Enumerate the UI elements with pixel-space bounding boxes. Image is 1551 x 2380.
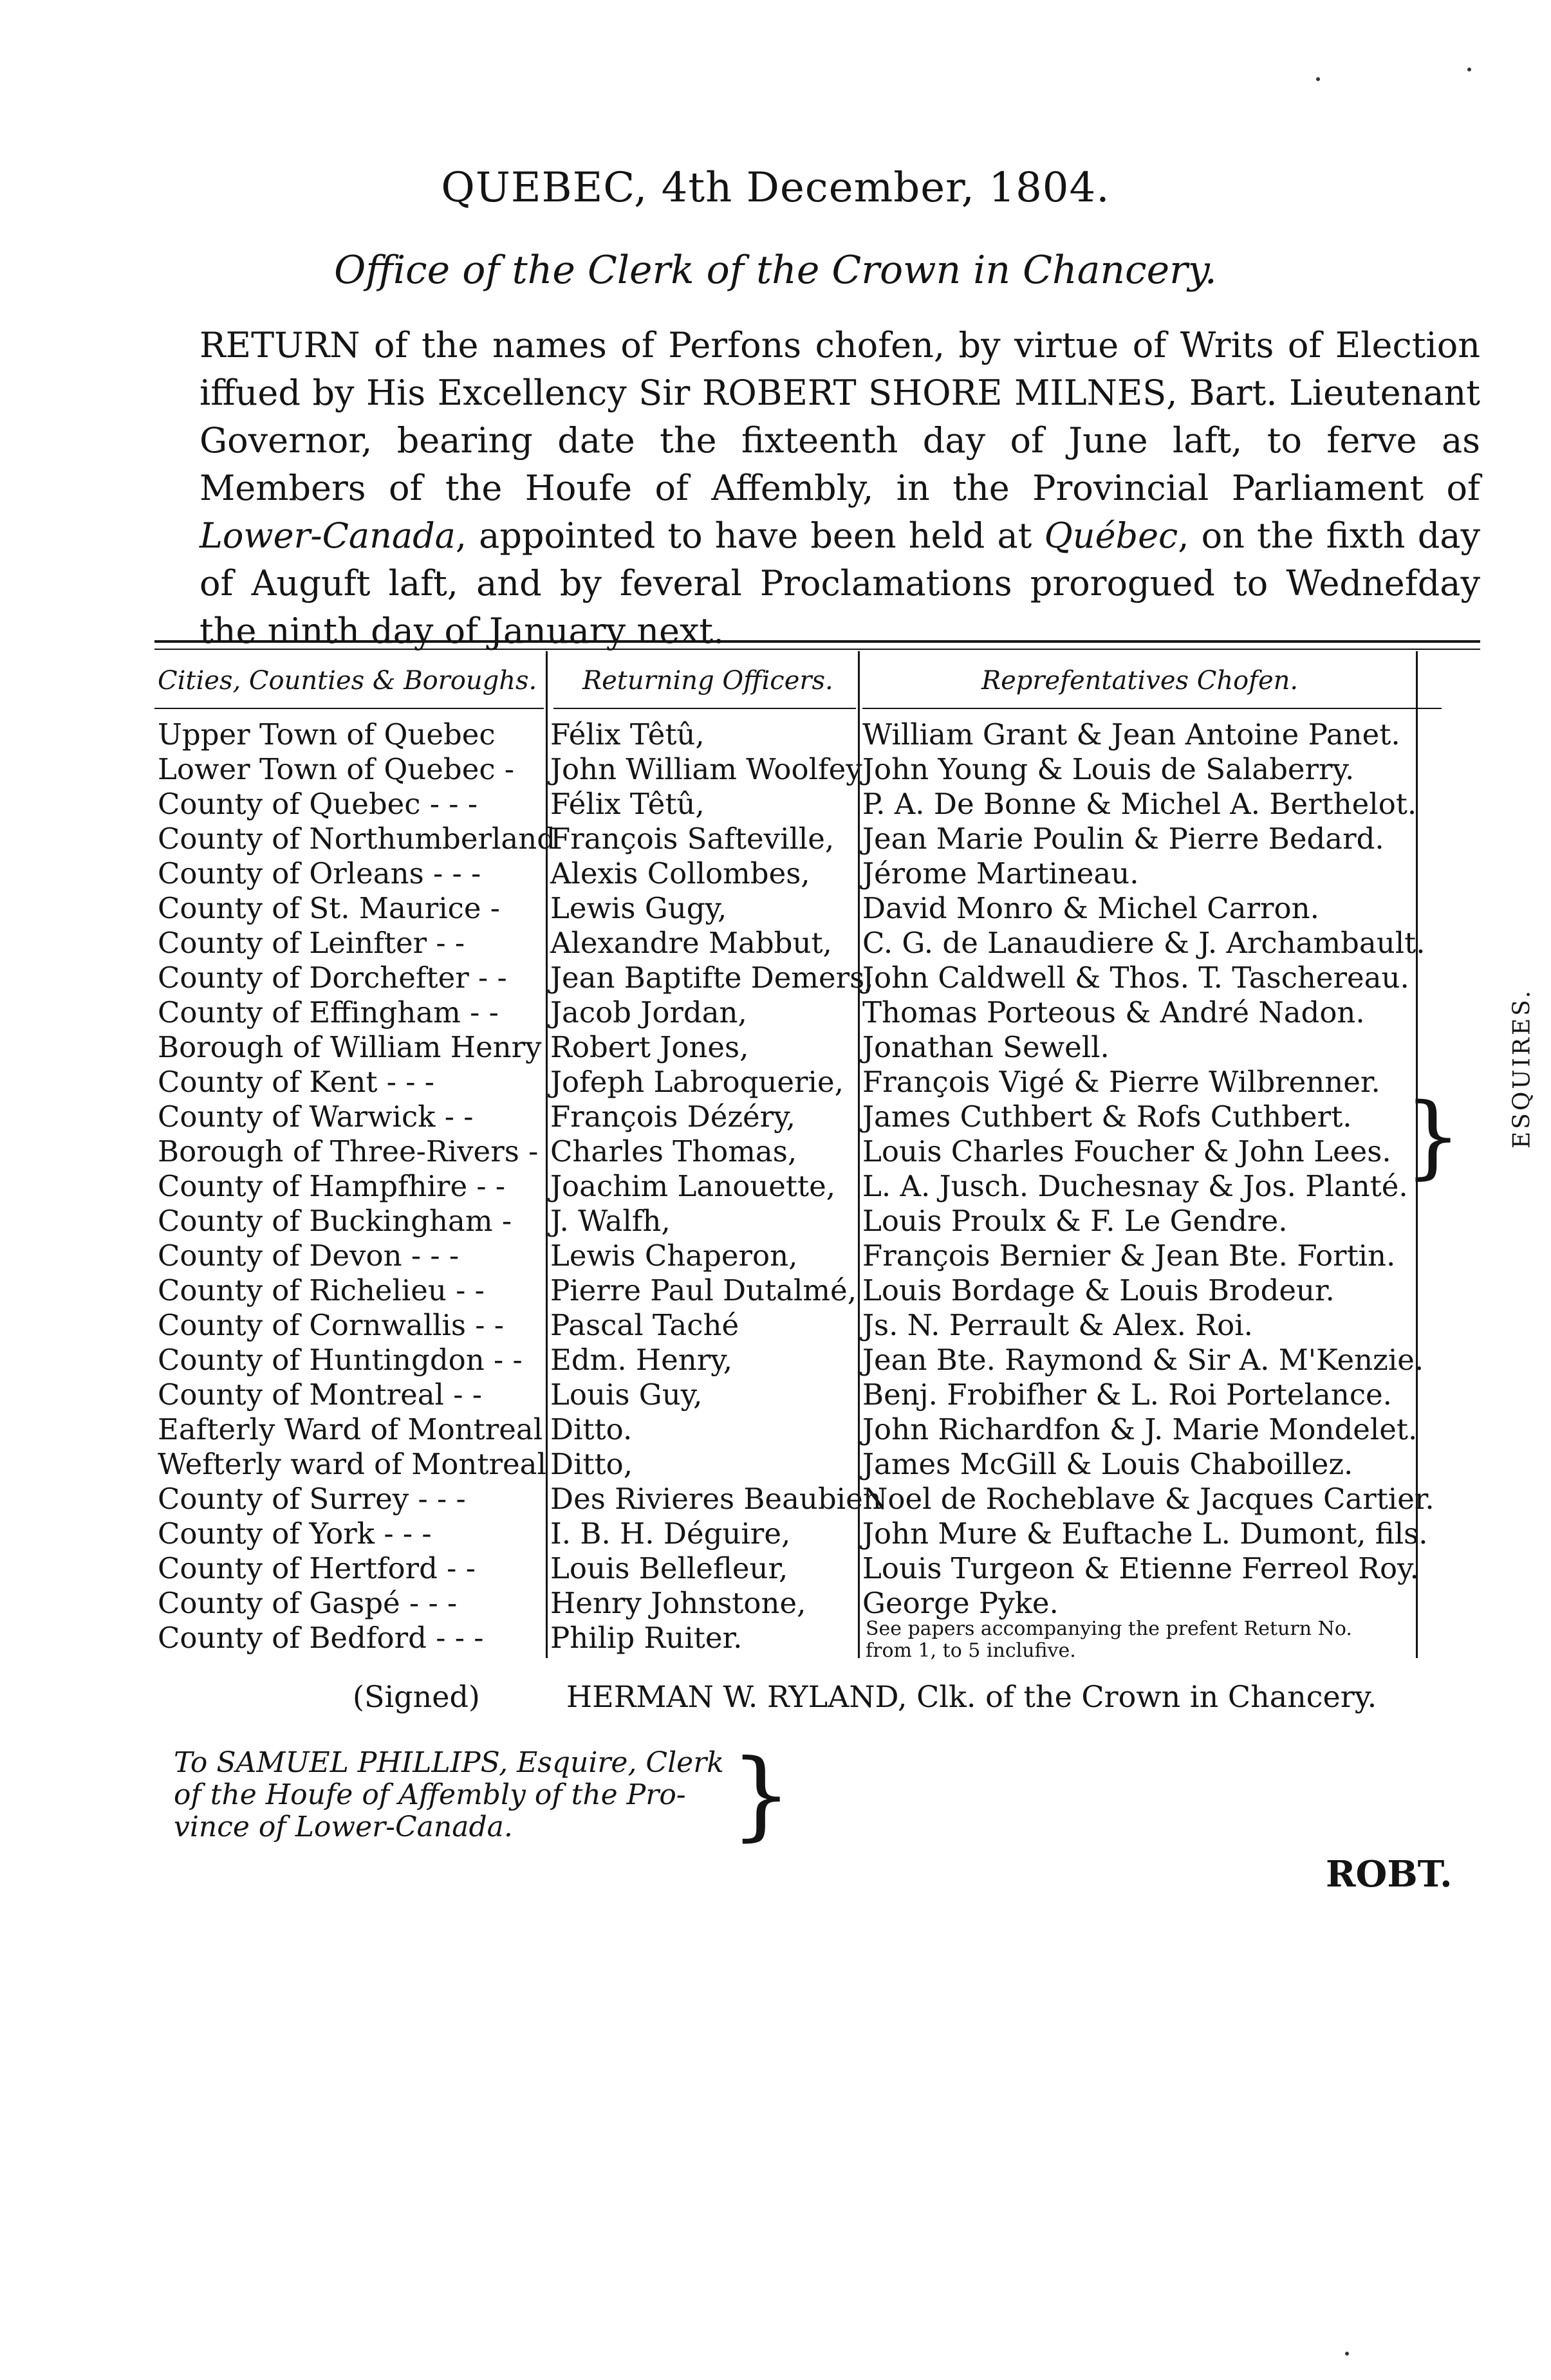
table-top-rule-thin	[154, 649, 1480, 650]
officer-cell: Félix Têtû,	[550, 717, 705, 752]
officer-cell: Joachim Lanouette,	[550, 1169, 836, 1203]
officer-cell: François Dézéry,	[550, 1100, 795, 1134]
representatives-cell: Jean Bte. Raymond & Sir A. M'Kenzie.	[862, 1343, 1424, 1377]
place-cell: County of Devon - - -	[158, 1239, 460, 1273]
place-cell: County of Leinfter - -	[158, 926, 465, 960]
representatives-cell: L. A. Jusch. Duchesnay & Jos. Planté.	[862, 1169, 1408, 1203]
officer-cell: Alexandre Mabbut,	[550, 926, 832, 960]
officer-cell: Jacob Jordan,	[550, 995, 747, 1029]
signatory-name: HERMAN W. RYLAND, Clk. of the Crown in Chancery.	[566, 1679, 1377, 1714]
representatives-cell: John Richardfon & J. Marie Mondelet.	[862, 1412, 1418, 1446]
representatives-cell: John Young & Louis de Salaberry.	[862, 752, 1355, 786]
officer-cell: François Safteville,	[550, 822, 835, 856]
place-cell: County of Hertford - -	[158, 1551, 476, 1585]
place-cell: County of Richelieu - -	[158, 1273, 485, 1307]
place-cell: County of York - - -	[158, 1517, 432, 1551]
representatives-cell: James McGill & Louis Chaboillez.	[862, 1447, 1353, 1481]
officer-cell: Alexis Collombes,	[550, 856, 810, 890]
officer-cell: I. B. H. Déguire,	[550, 1517, 791, 1551]
catchword: ROBT.	[1326, 1853, 1453, 1896]
dateline: QUEBEC, 4th December, 1804.	[441, 164, 1110, 212]
officer-cell: Jean Baptifte Demers,	[550, 961, 874, 995]
officer-cell: Ditto,	[550, 1447, 633, 1481]
place-cell: County of Montreal - -	[158, 1378, 482, 1412]
representatives-cell: John Mure & Euftache L. Dumont, fils.	[862, 1517, 1428, 1551]
place-cell: County of Gaspé - - -	[158, 1586, 458, 1620]
officer-cell: Edm. Henry,	[550, 1343, 733, 1377]
officer-cell: Louis Bellefleur,	[550, 1551, 788, 1585]
footnote-line: from 1, to 5 inclufive.	[866, 1639, 1076, 1662]
place-cell: Lower Town of Quebec -	[158, 752, 515, 786]
officer-cell: Charles Thomas,	[550, 1134, 797, 1168]
place-cell: County of Kent - - -	[158, 1065, 434, 1099]
addressee-line: of the Houfe of Affembly of the Pro-	[174, 1778, 686, 1811]
place-cell: County of Dorchefter - -	[158, 961, 507, 995]
officer-cell: Philip Ruiter.	[550, 1621, 743, 1655]
representatives-cell: P. A. De Bonne & Michel A. Berthelot.	[862, 787, 1417, 821]
place-cell: County of Surrey - - -	[158, 1482, 466, 1516]
representatives-cell: Louis Proulx & F. Le Gendre.	[862, 1204, 1288, 1238]
addressee-line: To SAMUEL PHILLIPS, Esquire, Clerk	[174, 1746, 724, 1779]
officer-cell: Pascal Taché	[550, 1308, 739, 1342]
return-text-part: of the names of Perfons chofen, by virtue of Writs of Election iffued by His Excellency Sir	[200, 325, 1480, 413]
return-text-part: , appointed to have been held at	[455, 515, 1045, 556]
header-underline-representatives	[862, 708, 1442, 709]
speck	[1467, 68, 1471, 71]
side-label: ESQUIRES.	[1509, 988, 1536, 1149]
officer-cell: Des Rivieres Beaubien	[550, 1482, 882, 1516]
place-cell: County of Effingham - -	[158, 995, 499, 1029]
header-underline-places	[154, 708, 544, 709]
place-cell: County of Warwick - -	[158, 1100, 474, 1134]
representatives-cell: James Cuthbert & Rofs Cuthbert.	[862, 1100, 1352, 1134]
place-cell: Borough of William Henry	[158, 1030, 542, 1064]
officer-cell: John William Woolfey	[550, 752, 862, 786]
table-footnote	[866, 1618, 1352, 1662]
governor-name: ROBERT SHORE MILNES	[701, 373, 1167, 413]
return-text-part: , Bart. Lieutenant Governor, bearing date the fixteenth day of June laft, to ferve as Members of the Houfe of Affembly, in the Provincial Parliament of	[200, 373, 1481, 508]
representatives-cell: François Vigé & Pierre Wilbrenner.	[862, 1065, 1380, 1099]
column-header-representatives: Reprefentatives Chofen.	[981, 666, 1299, 696]
representatives-cell: Louis Turgeon & Etienne Ferreol Roy.	[862, 1551, 1419, 1585]
officer-cell: J. Walfh,	[550, 1204, 671, 1238]
place-cell: County of Huntingdon - -	[158, 1343, 523, 1377]
brace-symbol: }	[1404, 1084, 1462, 1189]
signed-label: (Signed)	[353, 1679, 480, 1714]
speck	[1345, 2352, 1349, 2356]
place-cell: County of Buckingham -	[158, 1204, 512, 1238]
province-name: Lower-Canada	[200, 515, 456, 556]
representatives-cell: Louis Charles Foucher & John Lees.	[862, 1134, 1391, 1168]
city-name: Québec	[1044, 515, 1178, 556]
place-cell: Borough of Three-Rivers -	[158, 1134, 539, 1168]
officer-cell: Lewis Gugy,	[550, 891, 727, 925]
representatives-cell: Jérome Martineau.	[862, 856, 1139, 890]
addressee-block	[174, 1747, 753, 1843]
brace-symbol: }	[730, 1739, 792, 1851]
office-title: Office of the Clerk of the Crown in Chancery.	[334, 248, 1217, 293]
representatives-cell: Benj. Frobifher & L. Roi Portelance.	[862, 1378, 1392, 1412]
officer-cell: Pierre Paul Dutalmé,	[550, 1273, 857, 1307]
representatives-cell: C. G. de Lanaudiere & J. Archambault.	[862, 926, 1426, 960]
table-top-rule	[154, 640, 1480, 643]
representatives-cell: Louis Bordage & Louis Brodeur.	[862, 1273, 1335, 1307]
place-cell: County of Quebec - - -	[158, 787, 478, 821]
header-underline-officers	[553, 708, 856, 709]
addressee-line: vince of Lower-Canada.	[174, 1811, 513, 1843]
place-cell: County of St. Maurice -	[158, 891, 501, 925]
speck	[1316, 77, 1320, 81]
column-header-officers: Returning Officers.	[582, 666, 833, 696]
representatives-cell: Jonathan Sewell.	[862, 1030, 1110, 1064]
column-divider	[546, 651, 548, 1658]
officer-cell: Louis Guy,	[550, 1378, 703, 1412]
representatives-cell: Jean Marie Poulin & Pierre Bedard.	[862, 822, 1384, 856]
return-text-part: , on the fixth day of Auguft laft, and by feveral Proclamations prorogued to Wednefday the ninth day of January next.	[200, 515, 1480, 651]
place-cell: County of Northumberland	[158, 822, 556, 856]
representatives-cell: François Bernier & Jean Bte. Fortin.	[862, 1239, 1396, 1273]
officer-cell: Robert Jones,	[550, 1030, 749, 1064]
representatives-cell: Js. N. Perrault & Alex. Roi.	[862, 1308, 1253, 1342]
representatives-cell: Thomas Porteous & André Nadon.	[862, 995, 1365, 1029]
officer-cell: Henry Johnstone,	[550, 1586, 806, 1620]
officer-cell: Jofeph Labroquerie,	[550, 1065, 844, 1099]
place-cell: County of Hampfhire - -	[158, 1169, 506, 1203]
officer-cell: Félix Têtû,	[550, 787, 705, 821]
place-cell: County of Cornwallis - -	[158, 1308, 505, 1342]
representatives-cell: William Grant & Jean Antoine Panet.	[862, 717, 1400, 752]
return-paragraph	[200, 322, 1480, 655]
return-lead-word: RETURN	[200, 325, 360, 365]
representatives-cell: Noel de Rocheblave & Jacques Cartier.	[862, 1482, 1435, 1516]
place-cell: County of Bedford - - -	[158, 1621, 484, 1655]
representatives-cell: John Caldwell & Thos. T. Taschereau.	[862, 961, 1409, 995]
place-cell: Wefterly ward of Montreal	[158, 1447, 546, 1481]
representatives-cell: George Pyke.	[862, 1586, 1059, 1620]
place-cell: County of Orleans - - -	[158, 856, 481, 890]
place-cell: Eafterly Ward of Montreal	[158, 1412, 543, 1446]
column-header-places: Cities, Counties & Boroughs.	[158, 666, 537, 696]
representatives-cell: David Monro & Michel Carron.	[862, 891, 1319, 925]
officer-cell: Ditto.	[550, 1412, 633, 1446]
place-cell: Upper Town of Quebec	[158, 717, 496, 752]
officer-cell: Lewis Chaperon,	[550, 1239, 798, 1273]
footnote-line: See papers accompanying the prefent Return No.	[866, 1618, 1352, 1640]
